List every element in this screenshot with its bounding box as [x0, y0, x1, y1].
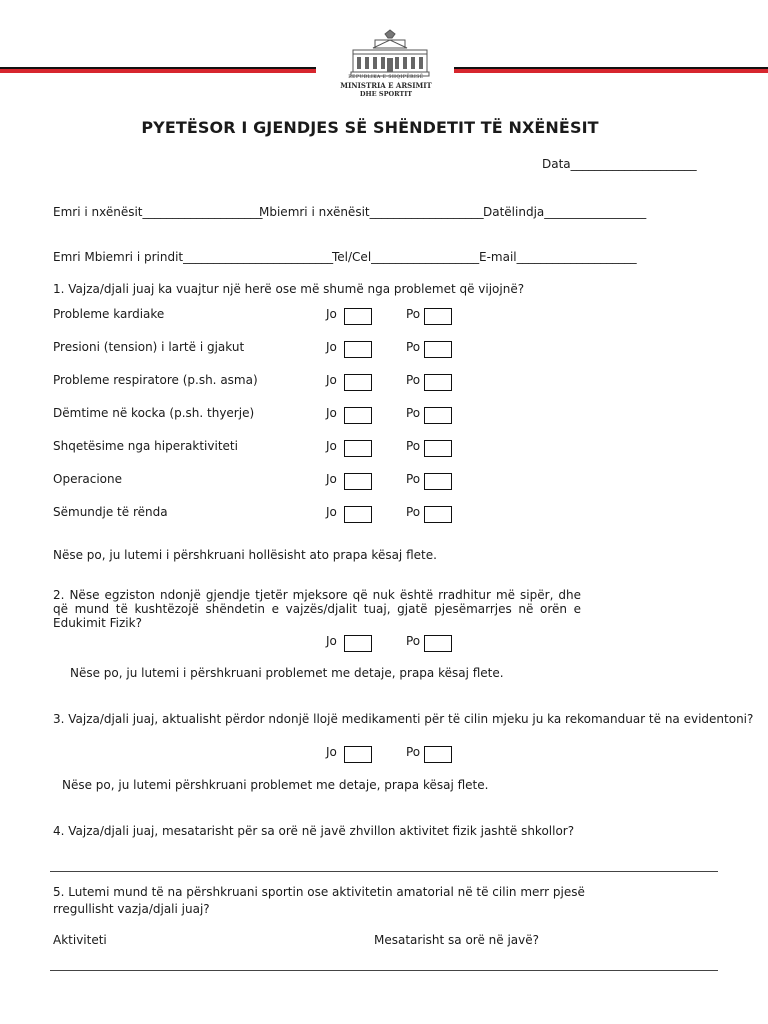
question-1-no-checkbox[interactable]	[344, 506, 372, 523]
ministry-name-line1: MINISTRIA E ARSIMIT	[340, 81, 432, 90]
republic-line: REPUBLIKA E SHQIPËRISË	[348, 75, 424, 80]
question-1-yes-label: Po	[406, 340, 421, 354]
question-1-no-label: Jo	[326, 472, 337, 486]
header-rule-red-left	[0, 69, 316, 73]
question-1-yes-label: Po	[406, 472, 421, 486]
question-3-note: Nëse po, ju lutemi përshkruani problemet me detaje, prapa kësaj flete.	[62, 778, 489, 792]
question-3-text: 3. Vajza/djali juaj, aktualisht përdor ndonjë llojë medikamenti për të cilin mjeku ju ka rekomanduar të na evidentoni?	[53, 712, 754, 726]
header-rule-red-right	[454, 69, 768, 73]
question-1-yes-checkbox[interactable]	[424, 341, 452, 358]
question-4-answer-line[interactable]	[50, 871, 718, 872]
question-3-no-label: Jo	[326, 745, 337, 759]
question-1-yes-label: Po	[406, 406, 421, 420]
question-2-note: Nëse po, ju lutemi i përshkruani problemet me detaje, prapa kësaj flete.	[70, 666, 504, 680]
question-5-hours-column: Mesatarisht sa orë në javë?	[374, 933, 540, 947]
question-4-text: 4. Vajza/djali juaj, mesatarisht për sa orë në javë zhvillon aktivitet fizik jashtë shkollor?	[53, 824, 575, 838]
question-5-text-line2: rregullisht vazja/djali juaj?	[53, 902, 210, 916]
question-1-no-label: Jo	[326, 307, 337, 321]
question-1-yes-label: Po	[406, 307, 421, 321]
question-1-item-label: Shqetësime nga hiperaktiviteti	[53, 439, 238, 453]
question-1-item-label: Probleme respiratore (p.sh. asma)	[53, 373, 258, 387]
question-1-item-label: Sëmundje të rënda	[53, 505, 168, 519]
question-2-no-label: Jo	[326, 634, 337, 648]
student-surname-field[interactable]: Mbiemri i nxënësit___________________	[259, 205, 484, 219]
question-1-item-label: Presioni (tension) i lartë i gjakut	[53, 340, 245, 354]
question-2-yes-label: Po	[406, 634, 421, 648]
question-1-yes-checkbox[interactable]	[424, 473, 452, 490]
question-1-no-checkbox[interactable]	[344, 473, 372, 490]
question-3-no-checkbox[interactable]	[344, 746, 372, 763]
birthdate-field[interactable]: Datëlindja_________________	[483, 205, 647, 219]
question-1-no-label: Jo	[326, 505, 337, 519]
question-1-item-label: Probleme kardiake	[53, 307, 165, 321]
question-1-yes-label: Po	[406, 373, 421, 387]
question-1-no-checkbox[interactable]	[344, 407, 372, 424]
question-2-text: 2. Nëse egziston ndonjë gjendje tjetër mjeksore që nuk është rradhitur më sipër, dhe që mund të kushtëzojë shëndetin e vajzës/djalit tuaj, gjatë pjesëmarrjes në orën e Edukimit Fizik?	[53, 588, 581, 630]
question-1-yes-label: Po	[406, 505, 421, 519]
question-1-yes-checkbox[interactable]	[424, 506, 452, 523]
question-1-no-label: Jo	[326, 340, 337, 354]
question-1-no-label: Jo	[326, 373, 337, 387]
question-1-yes-checkbox[interactable]	[424, 440, 452, 457]
question-1-no-checkbox[interactable]	[344, 440, 372, 457]
question-5-activity-column: Aktiviteti	[53, 933, 107, 947]
question-1-item-label: Dëmtime në kocka (p.sh. thyerje)	[53, 406, 255, 420]
phone-field[interactable]: Tel/Cel__________________	[332, 250, 480, 264]
question-1-item-label: Operacione	[53, 472, 122, 486]
question-3-yes-label: Po	[406, 745, 421, 759]
question-1-text: 1. Vajza/djali juaj ka vuajtur një herë ose më shumë nga problemet që vijojnë?	[53, 282, 525, 296]
student-name-field[interactable]: Emri i nxënësit____________________	[53, 205, 263, 219]
question-1-no-label: Jo	[326, 439, 337, 453]
date-field[interactable]: Data_____________________	[542, 157, 697, 171]
question-1-no-checkbox[interactable]	[344, 308, 372, 325]
question-5-text-line1: 5. Lutemi mund të na përshkruani sportin ose aktivitetin amatorial në të cilin merr pjesë	[53, 885, 585, 899]
question-1-no-checkbox[interactable]	[344, 341, 372, 358]
parent-name-field[interactable]: Emri Mbiemri i prindit_________________________	[53, 250, 334, 264]
question-1-yes-checkbox[interactable]	[424, 407, 452, 424]
question-5-answer-line[interactable]	[50, 970, 718, 971]
question-2-no-checkbox[interactable]	[344, 635, 372, 652]
question-1-no-label: Jo	[326, 406, 337, 420]
question-2-yes-checkbox[interactable]	[424, 635, 452, 652]
question-1-yes-checkbox[interactable]	[424, 374, 452, 391]
question-3-yes-checkbox[interactable]	[424, 746, 452, 763]
email-field[interactable]: E-mail____________________	[479, 250, 637, 264]
question-1-note: Nëse po, ju lutemi i përshkruani hollësisht ato prapa kësaj flete.	[53, 548, 437, 562]
question-1-no-checkbox[interactable]	[344, 374, 372, 391]
question-1-yes-label: Po	[406, 439, 421, 453]
question-1-yes-checkbox[interactable]	[424, 308, 452, 325]
ministry-name-line2: DHE SPORTIT	[359, 90, 413, 98]
page-title: PYETËSOR I GJENDJES SË SHËNDETIT TË NXËNËSIT	[141, 118, 599, 137]
